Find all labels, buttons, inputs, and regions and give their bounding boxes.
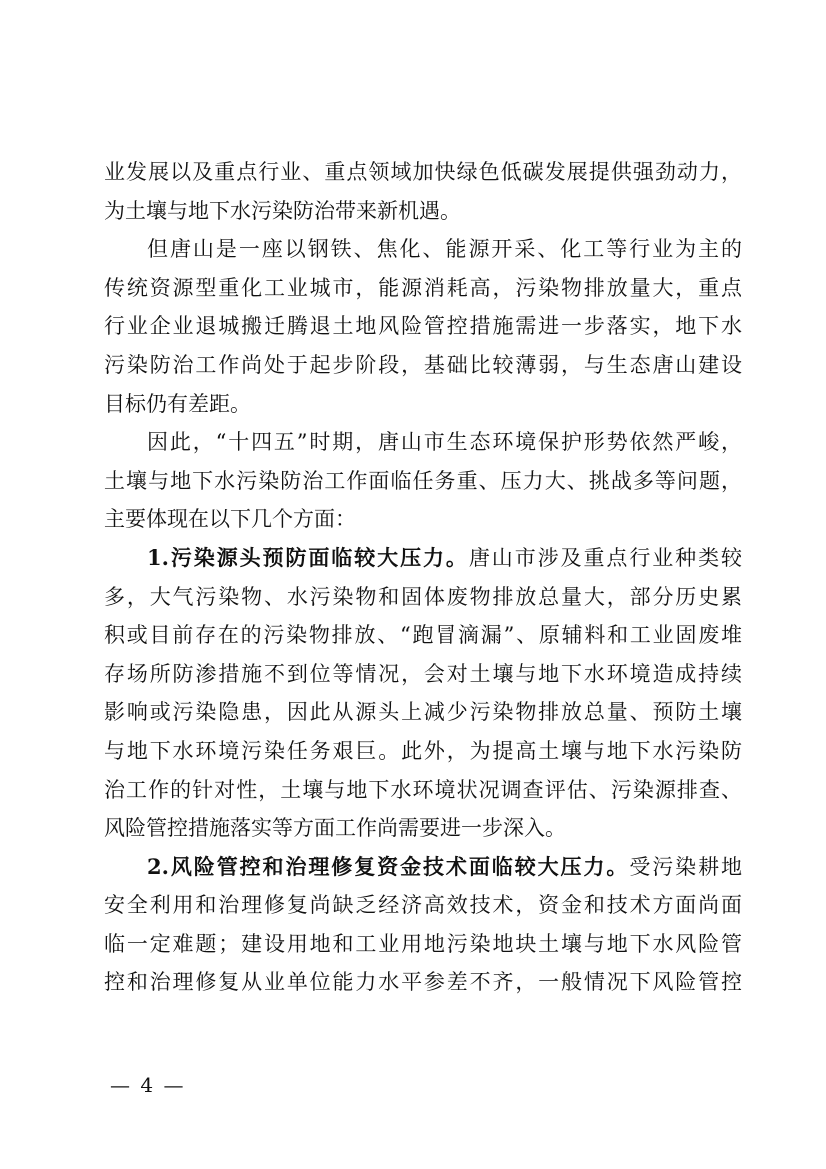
text-line [104,539,742,578]
text-line [104,192,742,231]
text-line [104,732,742,771]
document-body [104,153,742,1002]
line-text: 传统资源型重化工业城市，能源消耗高，污染物排放量大，重点 [104,275,742,300]
text-line [104,925,742,964]
line-text: 安全利用和治理修复尚缺乏经济高效技术，资金和技术方面尚面 [104,893,742,918]
page-number: — 4 — [110,1073,186,1097]
text-line [104,848,742,887]
text-line [104,963,742,1002]
line-text: 多，大气污染物、水污染物和固体废物排放总量大，部分历史累 [104,584,742,609]
text-line [104,230,742,269]
text-line [104,346,742,385]
line-text: 业发展以及重点行业、重点领域加快绿色低碳发展提供强劲动力， [104,160,742,184]
line-text: 行业企业退城搬迁腾退土地风险管控措施需进一步落实，地下水 [104,314,742,339]
text-line [104,462,742,501]
text-line [104,616,742,655]
section-heading: 2.风险管控和治理修复资金技术面临较大压力。 [147,853,630,879]
line-text: 存场所防渗措施不到位等情况，会对土壤与地下水环境造成持续 [104,661,742,686]
line-text: 为土壤与地下水污染防治带来新机遇。 [104,198,461,223]
line-text: 但唐山是一座以钢铁、焦化、能源开采、化工等行业为主的 [147,237,742,262]
text-line [104,307,742,346]
line-text: 主要体现在以下几个方面： [104,507,356,532]
text-line [104,693,742,732]
text-line [104,269,742,308]
line-text: 污染防治工作尚处于起步阶段，基础比较薄弱，与生态唐山建设 [104,352,742,377]
text-line [104,655,742,694]
line-text: 影响或污染隐患，因此从源头上减少污染物排放总量、预防土壤 [104,700,742,725]
text-line [104,500,742,539]
line-text: 唐山市涉及重点行业种类较 [468,545,743,570]
line-text: 与地下水环境污染任务艰巨。此外，为提高土壤与地下水污染防 [104,738,742,763]
text-line [104,153,742,192]
section-heading: 1.污染源头预防面临较大压力。 [147,544,469,570]
line-text: 治工作的针对性，土壤与地下水环境状况调查评估、污染源排查、 [104,777,742,802]
line-text: 临一定难题；建设用地和工业用地污染地块土壤与地下水风险管 [104,931,742,956]
line-text: 目标仍有差距。 [104,391,251,416]
text-line [104,886,742,925]
line-text: 土壤与地下水污染防治工作面临任务重、压力大、挑战多等问题， [104,468,742,493]
text-line [104,578,742,617]
line-text: 风险管控措施落实等方面工作尚需要进一步深入。 [104,816,566,841]
line-text: 受污染耕地 [629,854,743,879]
text-line [104,809,742,848]
line-text: 控和治理修复从业单位能力水平参差不齐，一般情况下风险管控 [104,970,742,995]
line-text: 因此，“十四五”时期，唐山市生态环境保护形势依然严峻， [147,430,742,455]
text-line [104,423,742,462]
line-text: 积或目前存在的污染物排放、“跑冒滴漏”、原辅料和工业固废堆 [104,623,742,648]
text-line [104,771,742,810]
text-line [104,385,742,424]
